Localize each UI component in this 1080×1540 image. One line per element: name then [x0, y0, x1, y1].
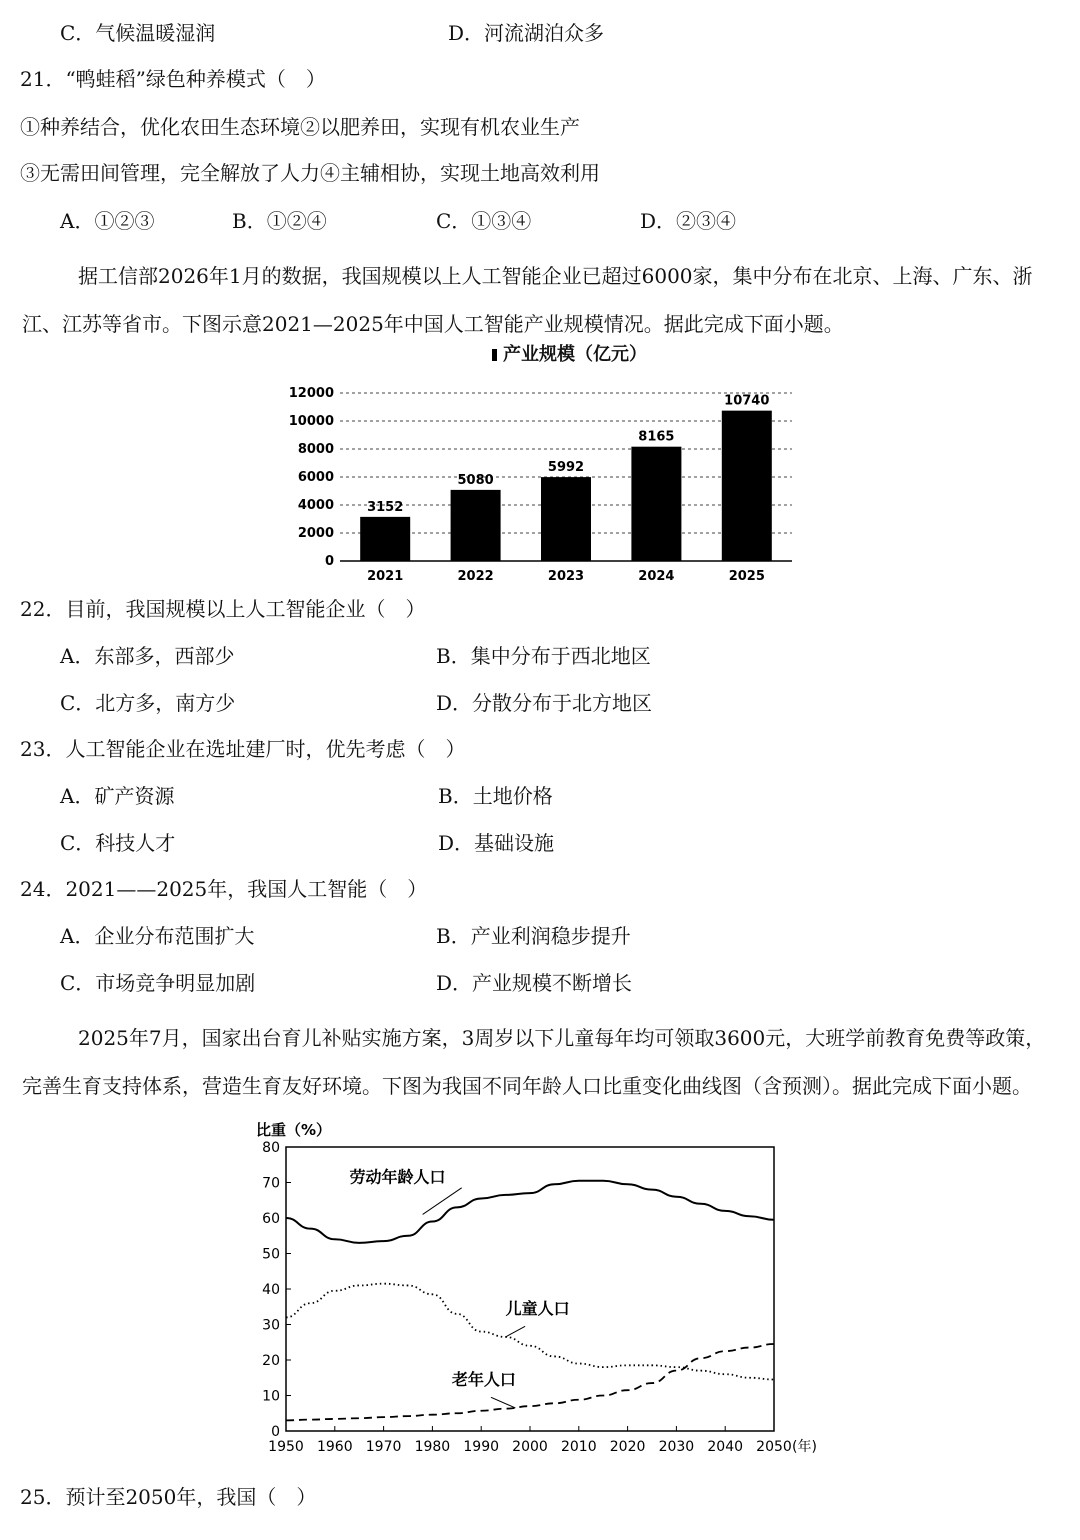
chart1-title — [492, 340, 647, 366]
q24-stem: 24．2021——2025年，我国人工智能（ ） — [20, 877, 428, 901]
chart1-title-text: 产业规模（亿元） — [503, 344, 647, 365]
x-tick-label: 2000 — [512, 1439, 548, 1455]
q24-option-b: B．产业利润稳步提升 — [436, 924, 631, 948]
y-tick-label: 30 — [262, 1317, 280, 1334]
y-tick-label: 40 — [262, 1282, 280, 1298]
y-tick-label: 4000 — [297, 498, 334, 513]
q22-stem: 22．目前，我国规模以上人工智能企业（ ） — [20, 597, 426, 621]
x-tick-label: 1980 — [414, 1439, 451, 1455]
q20-option-c: C．气候温暖湿润 — [60, 21, 216, 45]
y-tick-label: 10000 — [288, 414, 334, 429]
data-label: 5080 — [457, 472, 494, 488]
leader-line — [491, 1397, 515, 1408]
q21-statement-1: ①种养结合，优化农田生态环境②以肥养田，实现有机农业生产 — [20, 115, 580, 139]
q23-option-d: D．基础设施 — [438, 831, 555, 855]
q23-option-c: C．科技人才 — [60, 831, 176, 855]
q22-option-d: D．分散分布于北方地区 — [436, 691, 653, 715]
x-tick-label: 2020 — [609, 1439, 646, 1455]
x-tick-label: 2021 — [367, 569, 404, 584]
bar — [722, 411, 772, 561]
x-tick-label: 2023 — [547, 569, 585, 584]
y-tick-label: 8000 — [297, 442, 334, 457]
passage-population: 2025年7月，国家出台育儿补贴实施方案，3周岁以下儿童每年均可领取3600元，大班学前教育免费等政策，完善生育支持体系，营造生育友好环境。下图为我国不同年龄人口比重变化曲线图（含预测）。据此完成下面小题。 — [22, 1026, 1046, 1098]
series-label: 儿童人口 — [505, 1298, 570, 1318]
x-tick-label: 1990 — [463, 1439, 500, 1455]
y-tick-label: 60 — [262, 1211, 280, 1227]
bar-chart-ai-industry — [280, 375, 820, 590]
y-tick-label: 6000 — [297, 470, 334, 485]
x-tick-label: 2010 — [560, 1439, 597, 1455]
bar — [360, 517, 410, 561]
data-label: 3152 — [367, 499, 404, 515]
y-tick-label: 70 — [262, 1175, 280, 1192]
y-tick-label: 0 — [324, 554, 334, 569]
q23-option-b: B．土地价格 — [438, 784, 553, 808]
x-tick-label: 1960 — [316, 1439, 353, 1455]
series-line — [286, 1344, 774, 1420]
y-axis-label: 比重（%） — [256, 1121, 332, 1139]
legend-square-icon — [492, 349, 497, 361]
y-tick-label: 80 — [262, 1140, 280, 1156]
series-line — [286, 1181, 774, 1243]
x-tick-label: 2022 — [457, 569, 494, 584]
bar — [451, 490, 501, 561]
q21-option-d: D．②③④ — [640, 209, 737, 233]
y-tick-label: 2000 — [297, 526, 334, 541]
q21-option-c: C．①③④ — [436, 209, 532, 233]
y-tick-label: 20 — [262, 1353, 280, 1369]
leader-line — [506, 1326, 526, 1337]
y-tick-label: 10 — [262, 1388, 280, 1405]
series-label: 劳动年龄人口 — [349, 1167, 446, 1187]
data-label: 8165 — [638, 429, 675, 445]
x-tick-label: 1950 — [268, 1439, 304, 1455]
q24-option-c: C．市场竞争明显加剧 — [60, 971, 256, 995]
bar — [541, 477, 591, 561]
q23-stem: 23．人工智能企业在选址建厂时，优先考虑（ ） — [20, 737, 466, 761]
leader-line — [423, 1188, 462, 1215]
y-tick-label: 0 — [271, 1424, 280, 1440]
data-label: 10740 — [724, 393, 770, 409]
bar — [631, 447, 681, 561]
q21-option-b: B．①②④ — [232, 209, 327, 233]
q21-statement-2: ③无需田间管理，完全解放了人力④主辅相协，实现土地高效利用 — [20, 161, 600, 185]
y-tick-label: 50 — [262, 1246, 280, 1263]
passage-ai-industry: 据工信部2026年1月的数据，我国规模以上人工智能企业已超过6000家，集中分布在北京、上海、广东、浙江、江苏等省市。下图示意2021—2025年中国人工智能产业规模情况。据此完成下面小题。 — [22, 264, 1033, 336]
x-tick-label: 2030 — [658, 1439, 695, 1455]
q22-option-a: A．东部多，西部少 — [60, 644, 235, 668]
q20-option-d: D．河流湖泊众多 — [448, 21, 605, 45]
q24-option-d: D．产业规模不断增长 — [436, 971, 633, 995]
x-tick-label: 1970 — [365, 1439, 402, 1455]
q22-option-b: B．集中分布于西北地区 — [436, 644, 651, 668]
q21-option-a: A．①②③ — [60, 209, 155, 233]
line-chart-population — [230, 1105, 850, 1465]
x-axis-label: (年) — [792, 1439, 817, 1455]
q21-stem: 21．“鸭蛙稻”绿色种养模式（ ） — [20, 67, 326, 91]
x-tick-label: 2040 — [707, 1439, 744, 1455]
plot-frame — [286, 1147, 774, 1431]
data-label: 5992 — [547, 460, 585, 476]
x-tick-label: 2024 — [638, 569, 675, 584]
q24-option-a: A．企业分布范围扩大 — [60, 924, 255, 948]
q25-stem: 25．预计至2050年，我国（ ） — [20, 1485, 317, 1509]
y-tick-label: 12000 — [288, 386, 334, 401]
q22-option-c: C．北方多，南方少 — [60, 691, 236, 715]
series-label: 老年人口 — [451, 1369, 516, 1389]
q23-option-a: A．矿产资源 — [60, 784, 175, 808]
x-tick-label: 2050 — [756, 1439, 792, 1455]
x-tick-label: 2025 — [728, 569, 765, 584]
